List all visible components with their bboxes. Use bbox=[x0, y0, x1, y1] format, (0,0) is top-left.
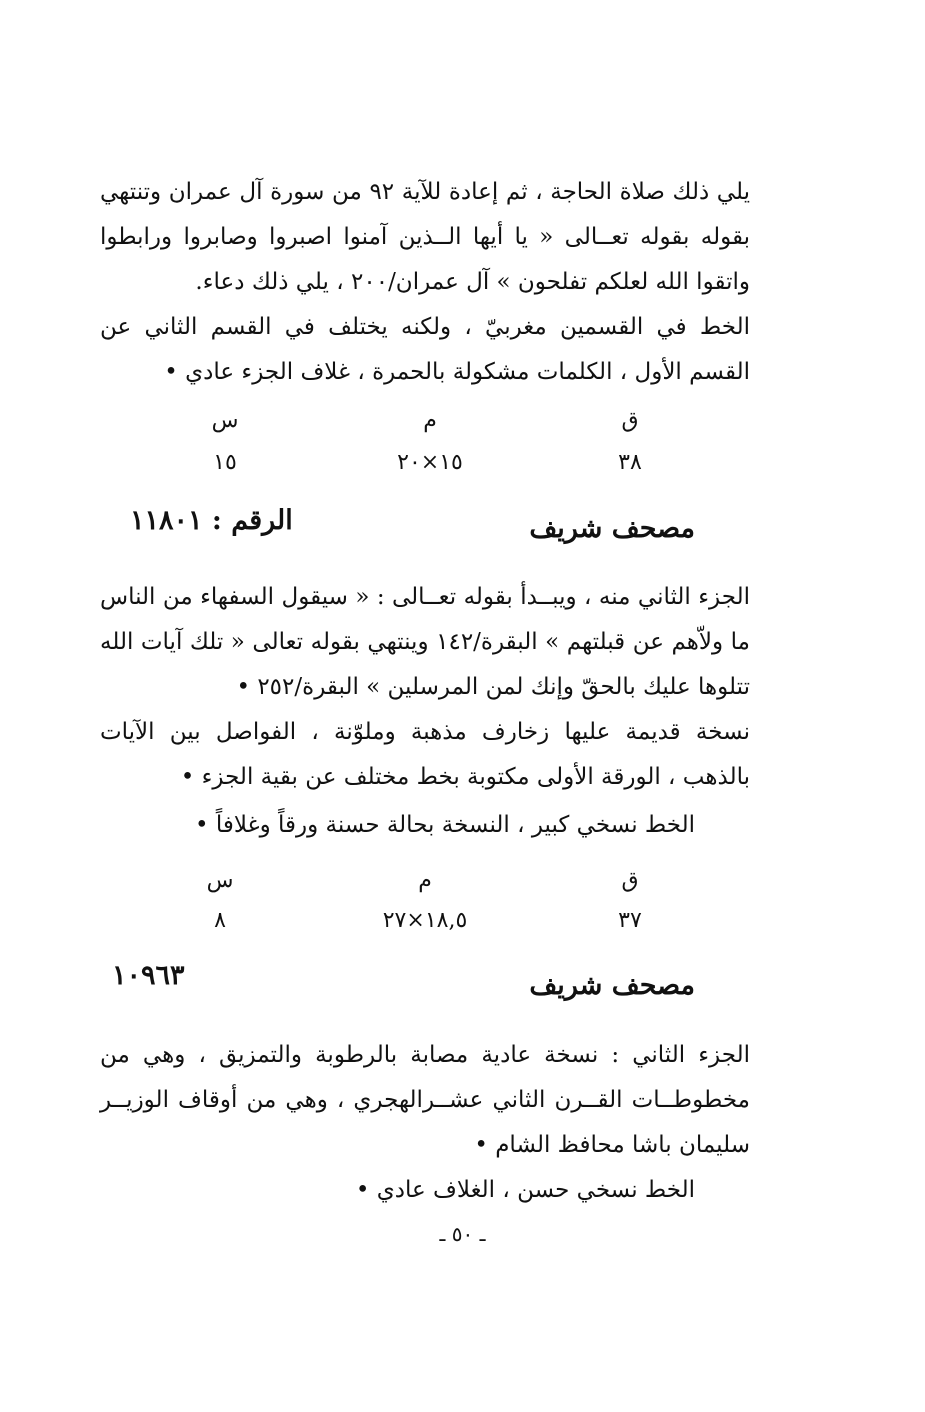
table2-label-s: س bbox=[206, 868, 234, 893]
section2-title: مصحف شريف bbox=[529, 513, 695, 544]
section3-title: مصحف شريف bbox=[529, 970, 695, 1001]
section3-paragraph-2: الخط نسخي حسن ، الغلاف عادي • bbox=[355, 1177, 695, 1203]
section2-paragraph-1: الجزء الثاني منه ، ويبــدأ بقوله تعــالى : « سيقول السفهاء من الناس ما ولاّهم عن قبلتهم » البقرة/١٤٢ وينتهي بقوله تعالى « تلك آيات الله تتلوها عليك بالحقّ وإنك لمن المرسلين » البقرة/٢٥٢ • bbox=[100, 584, 750, 700]
table1-value-m: ١٥×٢٠ bbox=[397, 450, 463, 475]
table1-value-s: ١٥ bbox=[213, 450, 237, 475]
table2-value-s: ٨ bbox=[214, 908, 226, 933]
section2-number: الرقم : ١١٨٠١ bbox=[130, 505, 293, 536]
table2-value-m: ١٨,٥×٢٧ bbox=[382, 908, 468, 933]
section1-paragraph-1: يلي ذلك صلاة الحاجة ، ثم إعادة للآية ٩٢ من سورة آل عمران وتنتهي بقوله بقوله تعــالى « يا أيها الــذين آمنوا اصبروا وصابروا ورابطوا واتقوا الله لعلكم تفلحون » آل عمران/٢٠٠ ، يلي ذلك دعاء. bbox=[100, 179, 750, 295]
table2-label-q: ق bbox=[621, 868, 639, 893]
section1-paragraph-2: الخط في القسمين مغربيّ ، ولكنه يختلف في القسم الثاني عن القسم الأول ، الكلمات مشكولة بالحمرة ، غلاف الجزء عادي • bbox=[100, 314, 750, 385]
table1-label-m: م bbox=[423, 408, 437, 433]
section3-paragraph-1: الجزء الثاني : نسخة عادية مصابة بالرطوبة والتمزيق ، وهي من مخطوطــات القــرن الثاني عشــرالهجري ، وهي من أوقاف الوزيــر سليمان باشا محافظ الشام • bbox=[100, 1042, 750, 1158]
table1-label-s: س bbox=[211, 408, 239, 433]
table1-label-q: ق bbox=[621, 408, 639, 433]
table2-label-m: م bbox=[418, 868, 432, 893]
page-number: ـ ٥٠ ـ bbox=[439, 1222, 486, 1246]
table1-value-q: ٣٨ bbox=[618, 450, 642, 475]
section2-paragraph-3: الخط نسخي كبير ، النسخة بحالة حسنة ورقاً وغلافاً • bbox=[194, 812, 695, 838]
section2-paragraph-2: نسخة قديمة عليها زخارف مذهبة وملوّنة ، الفواصل بين الآيات بالذهب ، الورقة الأولى مكتوبة بخط مختلف عن بقية الجزء • bbox=[100, 719, 750, 790]
section3-number: ١٠٩٦٣ bbox=[112, 960, 185, 991]
table2-value-q: ٣٧ bbox=[618, 908, 642, 933]
